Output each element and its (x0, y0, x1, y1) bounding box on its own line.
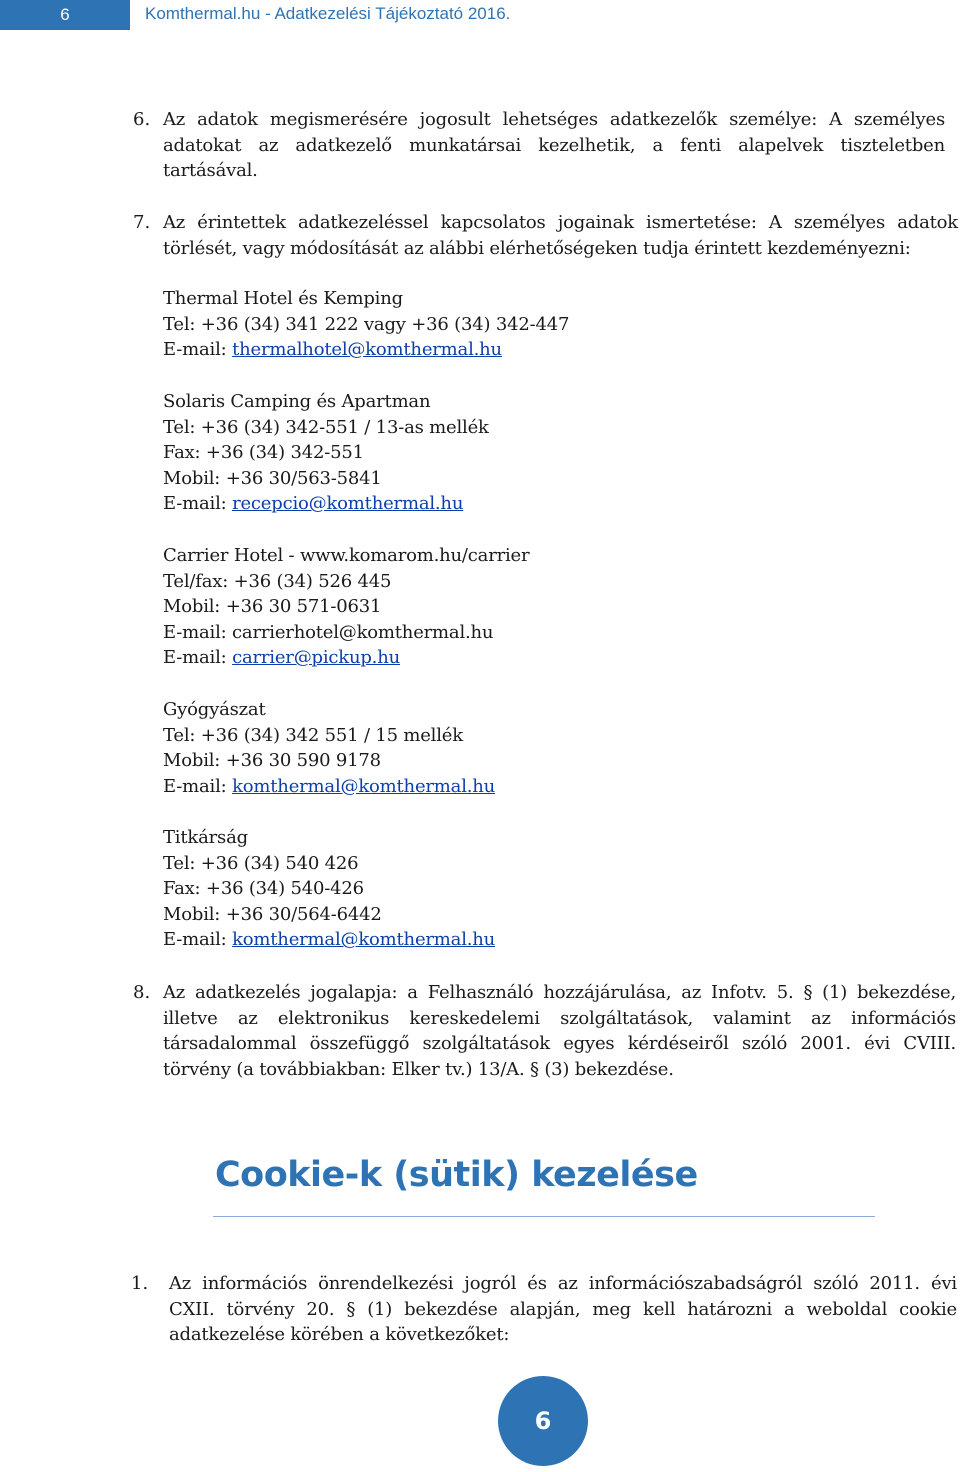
contact-name: Thermal Hotel és Kemping (163, 288, 403, 309)
contact-email: E-mail: recepcio@komthermal.hu (163, 493, 464, 515)
contact-telfax: Tel/fax: +36 (34) 526 445 (163, 570, 392, 592)
list-text: Az érintettek adatkezeléssel kapcsolatos jogainak ismertetése: A személyes adatok törlését, vagy módosítását az alábbi elérhetőségeken tudja érintett kezdeményezni: (163, 212, 958, 259)
contact-name: Solaris Camping és Apartman (163, 391, 431, 412)
contact-email: E-mail: komthermal@komthermal.hu (163, 929, 496, 951)
contact-fax: Fax: +36 (34) 540-426 (163, 878, 364, 900)
contact-titkarsag (163, 825, 495, 953)
heading-underline (213, 1216, 875, 1217)
contact-thermal (163, 286, 569, 363)
contact-email-2: E-mail: carrier@pickup.hu (163, 647, 400, 669)
list-number: 8. (133, 982, 151, 1003)
contact-mobil: Mobil: +36 30/563-5841 (163, 467, 382, 489)
email-link[interactable]: thermalhotel@komthermal.hu (232, 339, 502, 361)
contact-email: E-mail: carrierhotel@komthermal.hu (163, 621, 494, 643)
contact-name: Carrier Hotel - www.komarom.hu/carrier (163, 545, 530, 566)
contact-gyogyaszat (163, 697, 495, 799)
list-number: 6. (133, 109, 151, 130)
list-number: 1. (131, 1273, 149, 1294)
contact-mobil: Mobil: +36 30/564-6442 (163, 903, 382, 925)
contact-solaris (163, 389, 489, 517)
contact-email: E-mail: thermalhotel@komthermal.hu (163, 339, 502, 361)
contact-tel: Tel: +36 (34) 342-551 / 13-as mellék (163, 416, 489, 438)
footer-page-number: 6 (498, 1376, 588, 1466)
section-heading-cookie: Cookie-k (sütik) kezelése (215, 1155, 698, 1195)
list-text: Az adatkezelés jogalapja: a Felhasználó hozzájárulása, az Infotv. 5. § (1) bekezdése, illetve az elektronikus kereskedelemi szolgáltatások, valamint az információs társadalommal összefüggő szolgáltatások egyes kérdéseiről szóló 2001. évi CVIII. törvény (a továbbiakban: Elker tv.) 13/A. § (3) bekezdése. (163, 982, 956, 1080)
contact-tel: Tel: +36 (34) 342 551 / 15 mellék (163, 724, 463, 746)
contact-mobil: Mobil: +36 30 571-0631 (163, 596, 382, 618)
list-text: Az adatok megismerésére jogosult lehetséges adatkezelők személye: A személyes adatokat az adatkezelő munkatársai kezelhetik, a fenti alapelvek tiszteletben tartásával. (163, 109, 945, 182)
header-page-number: 6 (0, 0, 130, 30)
contact-email: E-mail: komthermal@komthermal.hu (163, 775, 496, 797)
contact-tel: Tel: +36 (34) 341 222 vagy +36 (34) 342-447 (163, 313, 570, 335)
contact-mobil: Mobil: +36 30 590 9178 (163, 750, 381, 772)
email-link[interactable]: komthermal@komthermal.hu (232, 929, 496, 951)
contact-name: Gyógyászat (163, 699, 266, 720)
email-link[interactable]: recepcio@komthermal.hu (232, 493, 464, 515)
list-text: Az információs önrendelkezési jogról és az információszabadságról szóló 2011. évi CXII. törvény 20. § (1) bekezdése alapján, meg kell határozni a weboldal cookie adatkezelése körében a következőket: (169, 1273, 957, 1346)
contact-fax: Fax: +36 (34) 342-551 (163, 442, 364, 464)
contact-tel: Tel: +36 (34) 540 426 (163, 852, 359, 874)
email-link[interactable]: carrier@pickup.hu (232, 647, 400, 669)
list-number: 7. (133, 212, 151, 233)
contact-name: Titkárság (163, 827, 248, 848)
email-link[interactable]: komthermal@komthermal.hu (232, 775, 496, 797)
contact-carrier (163, 543, 529, 671)
header-title: Komthermal.hu - Adatkezelési Tájékoztató 2016. (145, 4, 511, 23)
